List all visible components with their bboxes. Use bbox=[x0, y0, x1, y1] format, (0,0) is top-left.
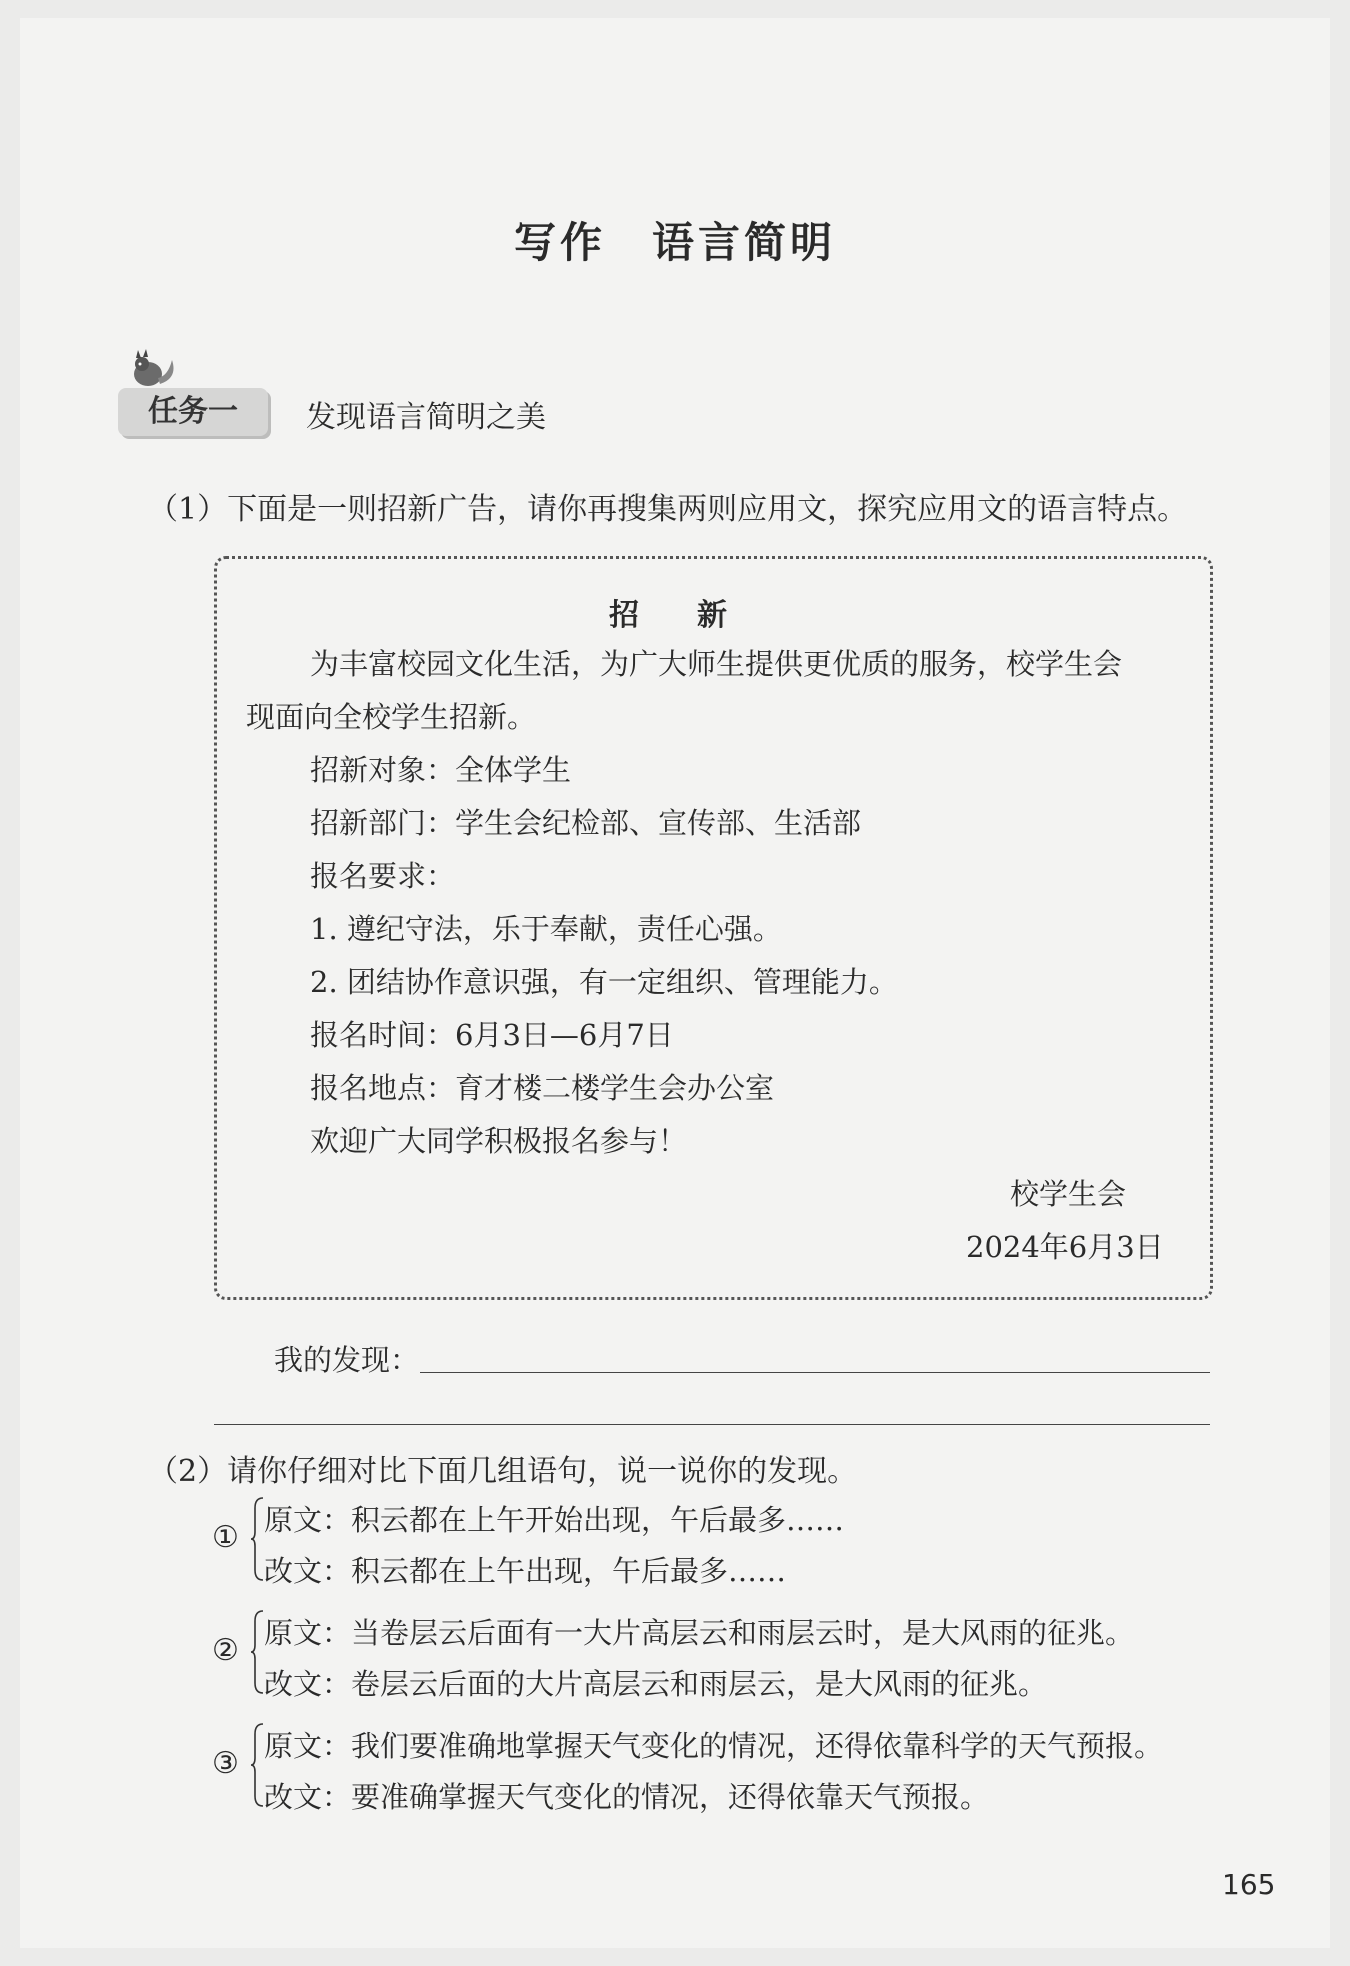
pair-1-number: ① bbox=[212, 1520, 239, 1555]
ad-signature: 校学生会 bbox=[1010, 1177, 1127, 1211]
question-1: （1）下面是一则招新广告，请你再搜集两则应用文，探究应用文的语言特点。 bbox=[148, 492, 1188, 527]
pair-1-original: 原文：积云都在上午开始出现，午后最多…… bbox=[264, 1503, 845, 1537]
pair-3-brace bbox=[250, 1722, 264, 1808]
ad-title: 招 新 bbox=[609, 598, 741, 633]
discovery-answer-line-2[interactable] bbox=[214, 1424, 1210, 1425]
pair-2-number: ② bbox=[212, 1633, 239, 1668]
pair-1-revised: 改文：积云都在上午出现，午后最多…… bbox=[264, 1554, 787, 1588]
discovery-label: 我的发现： bbox=[274, 1343, 420, 1377]
pair-3-revised: 改文：要准确掌握天气变化的情况，还得依靠天气预报。 bbox=[264, 1780, 990, 1814]
pair-2-revised: 改文：卷层云后面的大片高层云和雨层云，是大风雨的征兆。 bbox=[264, 1667, 1048, 1701]
ad-requirement-1: 1. 遵纪守法，乐于奉献，责任心强。 bbox=[310, 912, 782, 946]
ad-intro-line-2: 现面向全校学生招新。 bbox=[246, 700, 537, 734]
ad-requirements-label: 报名要求： bbox=[310, 859, 456, 893]
ad-intro-line-1: 为丰富校园文化生活，为广大师生提供更优质的服务，校学生会 bbox=[310, 647, 1123, 681]
pair-2-brace bbox=[250, 1609, 264, 1695]
pair-2-original: 原文：当卷层云后面有一大片高层云和雨层云时，是大风雨的征兆。 bbox=[264, 1616, 1135, 1650]
question-2: （2）请你仔细对比下面几组语句，说一说你的发现。 bbox=[148, 1454, 858, 1489]
pair-3-number: ③ bbox=[212, 1746, 239, 1781]
page-number: 165 bbox=[1222, 1868, 1276, 1901]
ad-welcome: 欢迎广大同学积极报名参与！ bbox=[310, 1124, 688, 1158]
pair-1-brace bbox=[250, 1496, 264, 1582]
ad-target: 招新对象：全体学生 bbox=[310, 753, 572, 787]
ad-date: 2024年6月3日 bbox=[966, 1230, 1164, 1264]
task-title: 发现语言简明之美 bbox=[306, 400, 546, 435]
ad-departments: 招新部门：学生会纪检部、宣传部、生活部 bbox=[310, 806, 862, 840]
ad-requirement-2: 2. 团结协作意识强，有一定组织、管理能力。 bbox=[310, 965, 898, 999]
ad-place: 报名地点：育才楼二楼学生会办公室 bbox=[310, 1071, 775, 1105]
ad-time: 报名时间：6月3日—6月7日 bbox=[310, 1018, 674, 1052]
task-badge: 任务一 bbox=[118, 388, 268, 436]
discovery-answer-line-1[interactable] bbox=[420, 1372, 1210, 1373]
page-title: 写作 语言简明 bbox=[513, 218, 836, 267]
pair-3-original: 原文：我们要准确地掌握天气变化的情况，还得依靠科学的天气预报。 bbox=[264, 1729, 1164, 1763]
squirrel-mascot-icon bbox=[128, 348, 182, 388]
